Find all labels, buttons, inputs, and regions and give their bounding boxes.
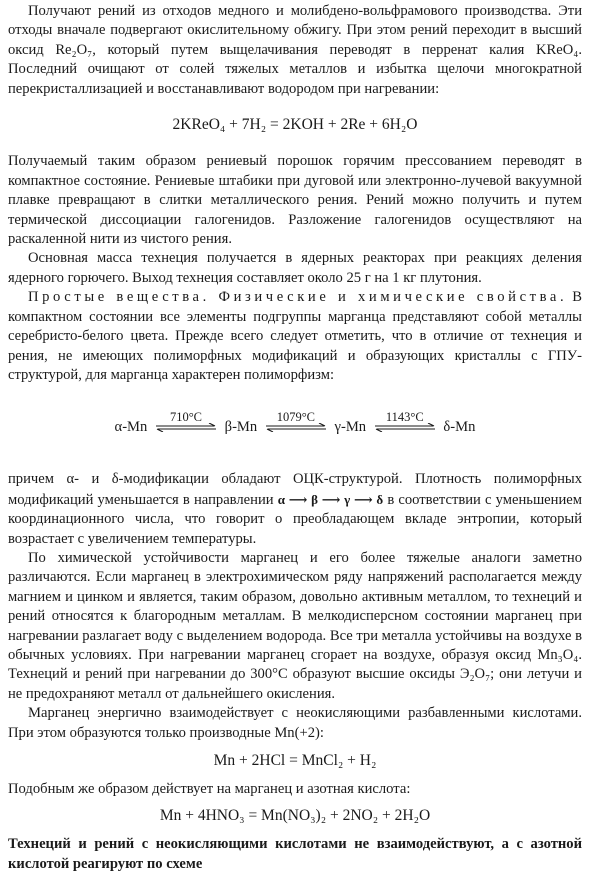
paragraph-polymorph-density bbox=[8, 470, 582, 549]
transition-temp-2: 1079°C bbox=[276, 410, 316, 425]
transition-temp-3: 1143°C bbox=[385, 410, 424, 425]
paragraph-nitric-acid: Подобным же образом действует на марганец и азотная кислота: bbox=[8, 781, 411, 798]
transition-arrow-2 bbox=[263, 411, 329, 432]
equilibrium-arrow-icon bbox=[373, 423, 437, 432]
mn-polymorph-transitions bbox=[8, 410, 582, 438]
transition-arrow-3 bbox=[372, 411, 438, 432]
equilibrium-arrow-icon bbox=[264, 423, 328, 432]
phase-beta-mn: β-Mn bbox=[224, 419, 258, 436]
paragraph-rhenium-powder: Получаемый таким образом рениевый порошок горячим прессованием переводят в компактное состояние. Рениевые штабики при дуговой или электронно-лучевой вакуумной плавке превращают в слитки металлического рения. Рений можно получить и путем термической диссоциации галогенидов. Разложение галогенидов осуществляют на раскаленной нити из чистого рения. bbox=[8, 153, 582, 248]
equilibrium-arrow-icon bbox=[154, 423, 218, 432]
equation-kreo4-reduction: 2KReO₄ + 7H₂ = 2KOH + 2Re + 6H₂O bbox=[172, 116, 418, 134]
paragraph-technetium-production: Основная масса технеция получается в ядерных реакторах при реакциях деления ядерного горючего. Выход технеция составляет около 25 г на 1 кг плутония. bbox=[8, 250, 582, 286]
paragraph-rhenium-production: Получают рений из отходов медного и молибдено-вольфрамового производства. Эти отходы вначале подвергают окислительному обжигу. При этом рений переходит в высший оксид Re₂O₇, который путем выщелачивания переводят в перренат калия KReO₄. Последний очищают от солей тяжелых металлов и избытка щелочи многократной перекристаллизацией и восстанавливают водородом при нагревании: bbox=[8, 3, 582, 97]
paragraph-tc-re-acids: Технеций и рений с неокисляющими кислотами не взаимодействуют, а с азотной кислотой реагируют по схеме bbox=[8, 836, 582, 872]
paragraph-simple-substances bbox=[8, 288, 582, 385]
paragraph-polymorph-density-rest: в соответствии с уменьшением координационного числа, что говорит о преобладающем вкладе энтропии, который возрастает с увеличением температуры. bbox=[8, 491, 582, 547]
equation-mn-hno3: Mn + 4HNO₃ = Mn(NO₃)₂ + 2NO₂ + 2H₂O bbox=[159, 806, 431, 824]
phase-delta-mn: δ-Mn bbox=[443, 419, 476, 436]
paragraph-acid-reaction: Марганец энергично взаимодействует с неокисляющими разбавленными кислотами. При этом образуются только производные Mn(+2): bbox=[8, 705, 582, 741]
phase-sequence: α ⟶ β ⟶ γ ⟶ δ bbox=[277, 491, 384, 507]
equation-mn-hcl: Mn + 2HCl = MnCl₂ + H₂ bbox=[213, 752, 377, 769]
paragraph-chemical-stability: По химической устойчивости марганец и его более тяжелые аналоги заметно различаются. Если марганец в электрохимическом ряду напряжений располагается между магнием и цинком и является, таким образом, довольно активным металлом, то технеций и рений относятся к благородным металлам. В мелкодисперсном состоянии марганец при нагревании разлагает воду с выделением водорода. Все три металла устойчивы на воздухе в обычных условиях. При нагревании марганец сгорает на воздухе, образуя оксид Mn₃O₄. Технеций и рений при нагревании до 300°C образуют высшие оксиды Э₂O₇; они летучи и не предохраняют металл от дальнейшего окисления. bbox=[8, 549, 582, 702]
phase-gamma-mn: γ-Mn bbox=[334, 419, 367, 436]
paragraph-simple-substances-text: В компактном состоянии все элементы подгруппы марганца представляют собой металлы серебристо-белого цвета. Прежде всего следует отметить, что в отличие от технеция и рения, не имеющих полиморфных модификаций и образующих кристаллы с ГПУ-структурой, для марганца характерен полиморфизм: bbox=[8, 289, 582, 383]
transition-arrow-1 bbox=[153, 411, 219, 432]
paragraph-polymorph-density-text: причем α- и δ-модификации обладают ОЦК-структурой. Плотность полиморфных модификаций уменьшается в направлении bbox=[8, 471, 582, 508]
phase-alpha-mn: α-Mn bbox=[114, 419, 148, 436]
section-heading: Простые вещества. Физические и химические свойства. bbox=[28, 289, 568, 306]
transition-temp-1: 710°C bbox=[169, 410, 203, 425]
